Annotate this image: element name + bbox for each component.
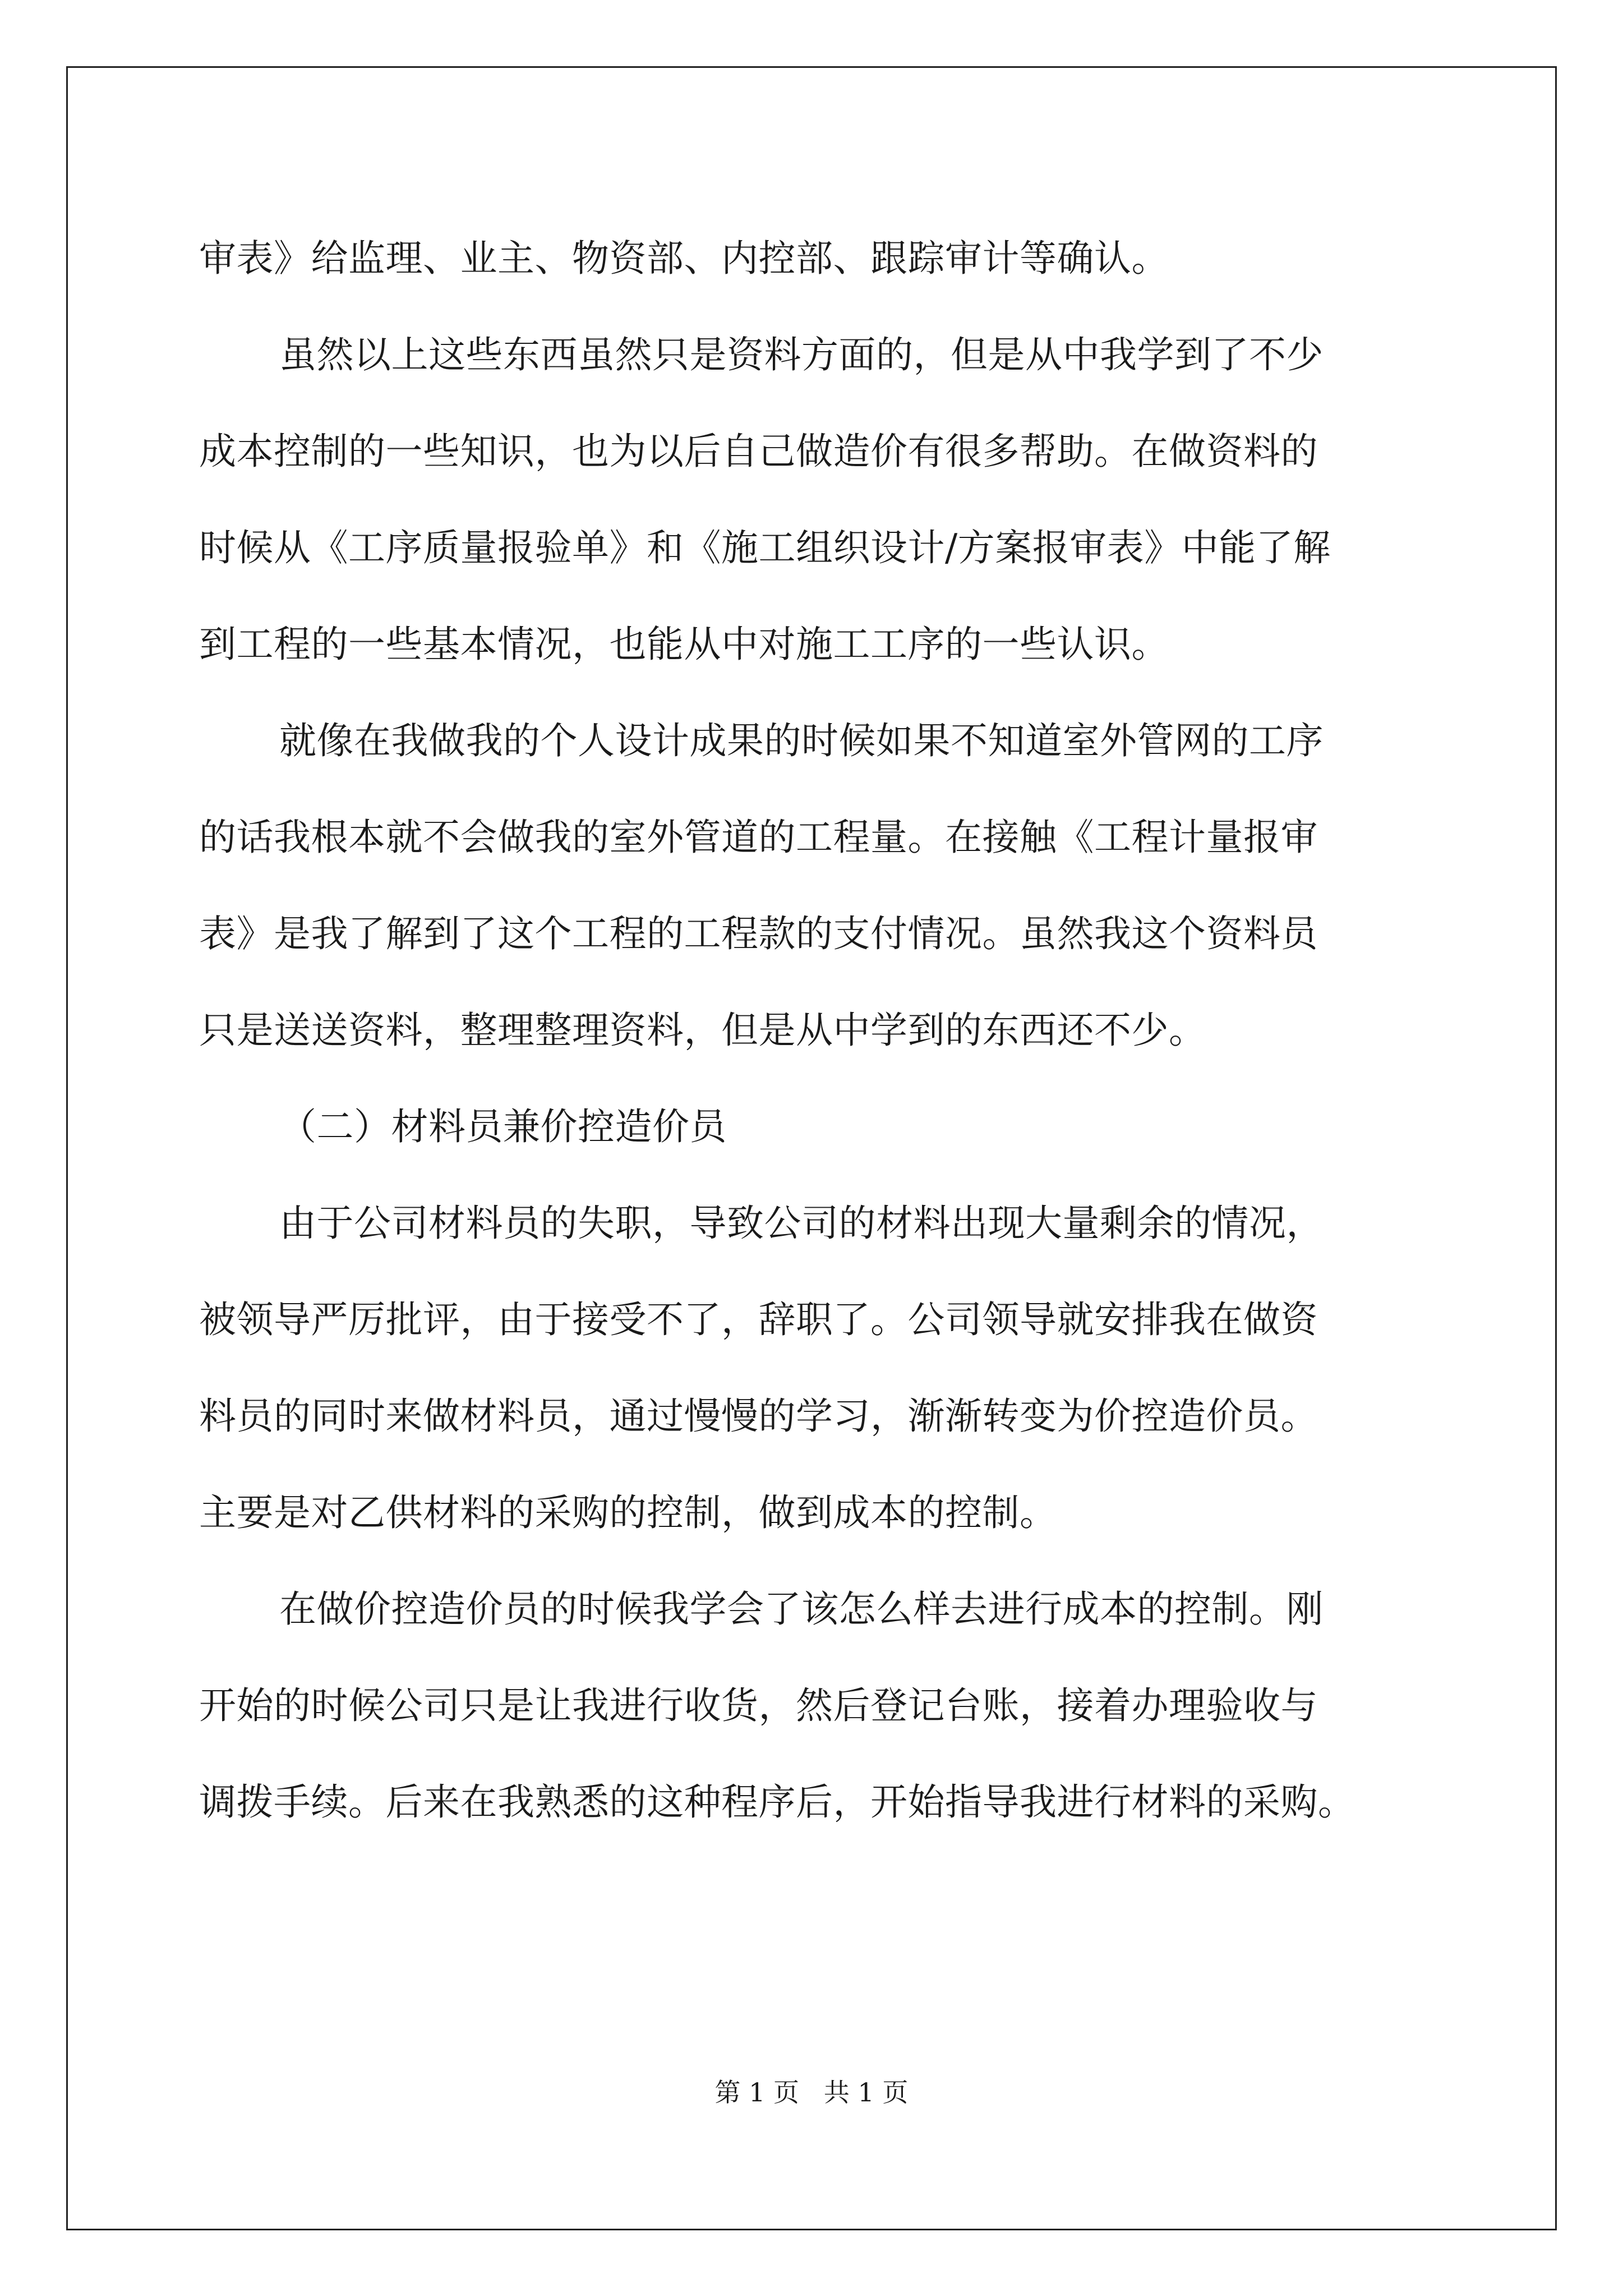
text-line-13: 料员的同时来做材料员，通过慢慢的学习，渐渐转变为价控造价员。 [199, 1395, 1318, 1438]
text-line-4: 时候从《工序质量报验单》和《施工组织设计/方案报审表》中能了解 [199, 526, 1331, 569]
text-line-12: 被领导严厉批评，由于接受不了，辞职了。公司领导就安排我在做资 [199, 1298, 1318, 1341]
document-body [199, 210, 1424, 1851]
text-line-5: 到工程的一些基本情况，也能从中对施工工序的一些认识。 [199, 623, 1169, 666]
text-line-1: 审表》给监理、业主、物资部、内控部、跟踪审计等确认。 [199, 237, 1169, 280]
text-line-11: 由于公司材料员的失职，导致公司的材料出现大量剩余的情况， [279, 1202, 1324, 1245]
text-line-8: 表》是我了解到了这个工程的工程款的支付情况。虽然我这个资料员 [199, 912, 1318, 955]
text-line-7: 的话我根本就不会做我的室外管道的工程量。在接触《工程计量报审 [199, 816, 1318, 859]
text-line-2: 虽然以上这些东西虽然只是资料方面的，但是从中我学到了不少 [279, 333, 1324, 376]
text-line-9: 只是送送资料，整理整理资料，但是从中学到的东西还不少。 [199, 1009, 1206, 1052]
text-line-16: 开始的时候公司只是让我进行收货，然后登记台账，接着办理验收与 [199, 1684, 1318, 1727]
text-line-15: 在做价控造价员的时候我学会了该怎么样去进行成本的控制。刚 [279, 1588, 1324, 1631]
section-heading: （二）材料员兼价控造价员 [279, 1105, 727, 1148]
text-line-6: 就像在我做我的个人设计成果的时候如果不知道室外管网的工序 [279, 719, 1324, 762]
text-line-17: 调拨手续。后来在我熟悉的这种程序后，开始指导我进行材料的采购。 [199, 1780, 1355, 1824]
page-number-footer: 第 1 页 共 1 页 [714, 2077, 909, 2108]
text-line-14: 主要是对乙供材料的采购的控制，做到成本的控制。 [199, 1491, 1057, 1534]
text-line-3: 成本控制的一些知识，也为以后自己做造价有很多帮助。在做资料的 [199, 430, 1318, 473]
